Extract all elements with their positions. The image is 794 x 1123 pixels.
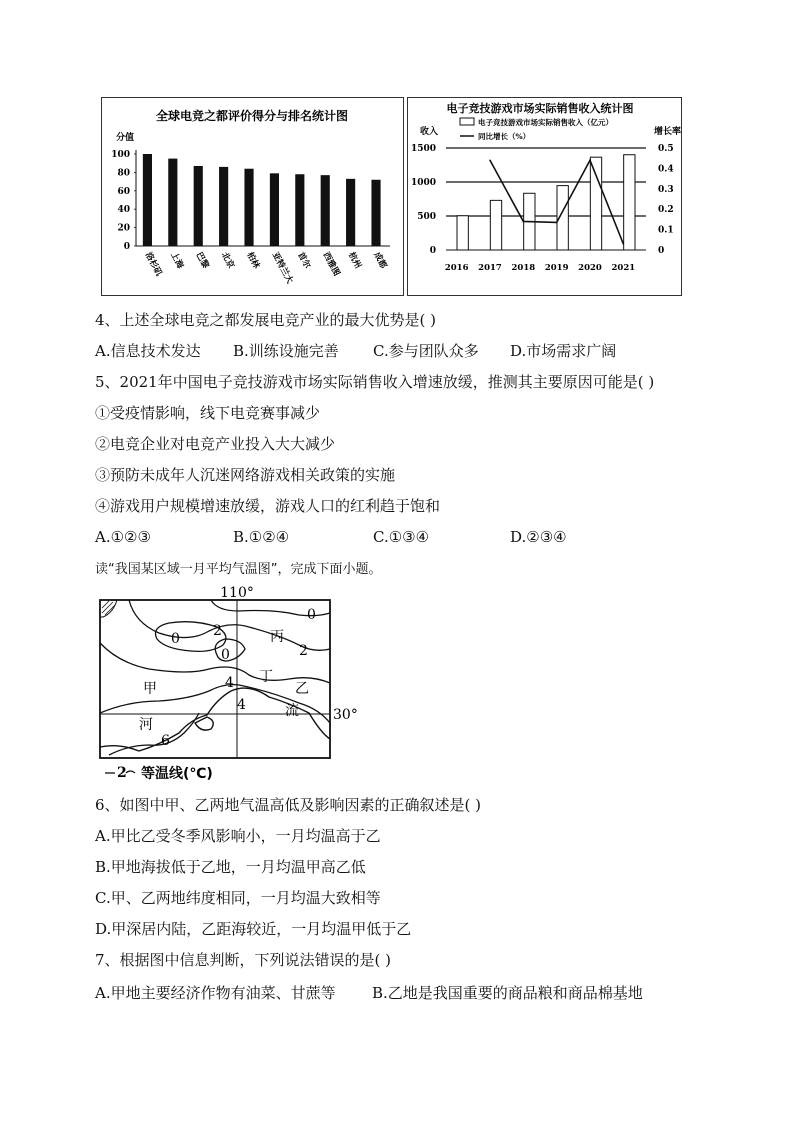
chart1-xtick-label: 亚特兰大 [269, 250, 295, 286]
chart1-ytick-label: 40 [117, 205, 130, 216]
legend-sample-value: 2 [117, 765, 127, 781]
q5-option-a: A.①②③ [95, 528, 151, 546]
isotherm-label-4b: 4 [237, 697, 246, 713]
place-jia: 甲 [143, 681, 157, 697]
q5-option-d: D.②③④ [510, 528, 567, 546]
chart1-xtick-label: 首尔 [295, 250, 312, 271]
legend-line-label: 同比增长（%） [478, 132, 531, 141]
chart1-ylabel: 分值 [116, 133, 135, 143]
chart2-xtick-label: 2016 [444, 263, 469, 273]
q5-statement-3: ③预防未成年人沉迷网络游戏相关政策的实施 [95, 466, 396, 484]
q5-statement-1: ①受疫情影响，线下电竞赛事减少 [95, 404, 321, 422]
chart2-growth-point [623, 243, 625, 245]
latitude-label: 30° [333, 707, 358, 723]
chart2-growth-point [523, 221, 525, 223]
chart2-ytick-label: 0 [429, 246, 436, 256]
chart2-xtick-label: 2019 [544, 263, 569, 273]
chart1-xtick-label: 西雅图 [320, 250, 342, 278]
q6-option-b: B.甲地海拔低于乙地，一月均温甲高乙低 [95, 858, 366, 876]
chart1-xtick-label: 巴黎 [193, 250, 211, 271]
river-char-liu: 流 [285, 703, 299, 719]
chart2-y2tick-label: 0.1 [658, 225, 674, 236]
chart1-xtick-label: 柏林 [244, 250, 262, 271]
chart2-ytick-label: 1500 [410, 144, 436, 154]
chart1-ytick-label: 100 [111, 150, 130, 160]
isotherm-label-6: 6 [161, 733, 170, 749]
q5-statement-4: ④游戏用户规模增速放缓，游戏人口的红利趋于饱和 [95, 497, 441, 515]
chart1-xtick-label: 北京 [218, 250, 236, 271]
chart1-bar [194, 166, 203, 246]
chart1-ytick-label: 20 [117, 223, 130, 234]
chart2-ytick-label: 1000 [410, 178, 436, 188]
chart1-bar [321, 175, 330, 246]
score-bar-chart-svg [102, 98, 403, 295]
chart2-bar [590, 157, 601, 250]
chart1-xtick-label: 上海 [168, 250, 185, 271]
q4-option-a: A.信息技术发达 [95, 342, 201, 360]
chart2-growth-point [489, 159, 491, 161]
chart1-bar [219, 167, 228, 246]
chart1-title: 全球电竞之都评价得分与排名统计图 [155, 109, 349, 123]
isotherm-label-4a: 4 [225, 675, 234, 691]
esports-city-score-chart [101, 97, 404, 296]
chart1-bar [371, 180, 380, 246]
chart1-xtick-label: 洛杉矶 [142, 250, 164, 278]
q5-statement-2: ②电竞企业对电竞产业投入大大减少 [95, 435, 336, 453]
chart1-xtick-label: 成都 [371, 250, 389, 271]
chart2-xtick-label: 2021 [611, 263, 636, 273]
isotherm-map [99, 583, 359, 783]
q4-option-c: C.参与团队众多 [373, 342, 479, 360]
legend-bar-swatch [460, 118, 474, 125]
chart2-growth-point [589, 159, 591, 161]
question-7-stem: 7、根据图中信息判断，下列说法错误的是( ) [95, 951, 392, 969]
chart2-xtick-label: 2020 [578, 263, 602, 273]
isotherm-label-0a: 0 [307, 607, 316, 623]
chart1-bar [244, 169, 253, 246]
q7-option-b: B.乙地是我国重要的商品粮和商品棉基地 [372, 984, 643, 1002]
chart1-bar [270, 173, 279, 246]
chart1-bar [143, 154, 152, 246]
q4-option-d: D.市场需求广阔 [510, 342, 617, 360]
map-intro-text: 读“我国某区域一月平均气温图”，完成下面小题。 [95, 562, 382, 577]
chart1-ytick-label: 60 [117, 186, 130, 197]
isotherm-label-0c: 0 [221, 647, 230, 663]
chart2-bar [624, 155, 635, 250]
q6-option-a: A.甲比乙受冬季风影响小，一月均温高于乙 [95, 827, 381, 845]
chart1-bar [295, 174, 304, 246]
chart1-bar [168, 159, 177, 246]
revenue-combo-chart-svg [408, 98, 681, 295]
chart1-ytick-label: 0 [123, 242, 130, 252]
chart1-bar [346, 179, 355, 246]
q6-option-d: D.甲深居内陆，乙距海较近，一月均温甲低于乙 [95, 920, 412, 938]
chart2-y2label: 增长率 [654, 127, 681, 137]
chart2-y2tick-label: 0.4 [658, 164, 674, 175]
question-5-stem: 5、2021年中国电子竞技游戏市场实际销售收入增速放缓，推测其主要原因可能是( ) [95, 373, 655, 391]
q5-option-c: C.①③④ [373, 528, 430, 546]
question-4-stem: 4、上述全球电竞之都发展电竞产业的最大优势是( ) [95, 311, 437, 329]
legend-line-right [126, 771, 135, 773]
legend-bar-label: 电子竞技游戏市场实际销售收入（亿元） [478, 118, 613, 127]
place-bing: 丙 [270, 629, 284, 645]
chart2-title: 电子竞技游戏市场实际销售收入统计图 [446, 102, 634, 115]
chart2-bar [457, 216, 468, 250]
chart2-y2tick-label: 0.3 [658, 184, 674, 195]
chart2-ytick-label: 500 [417, 212, 436, 222]
longitude-label: 110° [220, 585, 254, 601]
chart2-xtick-label: 2017 [478, 263, 502, 273]
chart2-growth-point [556, 222, 558, 224]
isotherm-label-2b: 2 [299, 643, 308, 659]
q5-option-b: B.①②④ [233, 528, 290, 546]
q4-option-b: B.训练设施完善 [233, 342, 339, 360]
place-yi: 乙 [295, 681, 309, 697]
place-ding: 丁 [259, 669, 273, 685]
chart2-bar [490, 200, 501, 250]
q7-option-a: A.甲地主要经济作物有油菜、甘蔗等 [95, 984, 336, 1002]
isotherm-label-2a: 2 [213, 623, 222, 639]
question-6-stem: 6、如图中甲、乙两地气温高低及影响因素的正确叙述是( ) [95, 796, 482, 814]
chart1-xtick-label: 杭州 [345, 250, 363, 271]
isotherm-label-0b: 0 [171, 631, 180, 647]
chart2-y2tick-label: 0.5 [658, 144, 674, 154]
isotherm-map-svg [99, 583, 359, 783]
chart2-xtick-label: 2018 [511, 263, 536, 273]
chart2-y2tick-label: 0 [658, 246, 665, 256]
river-char-he: 河 [139, 717, 153, 733]
chart2-y2tick-label: 0.2 [658, 205, 674, 216]
esports-revenue-chart [407, 97, 682, 296]
chart1-ytick-label: 80 [117, 168, 130, 179]
q6-option-c: C.甲、乙两地纬度相同，一月均温大致相等 [95, 889, 381, 907]
chart2-ylabel: 收入 [420, 127, 439, 137]
legend-text: 等温线(℃) [141, 766, 213, 782]
